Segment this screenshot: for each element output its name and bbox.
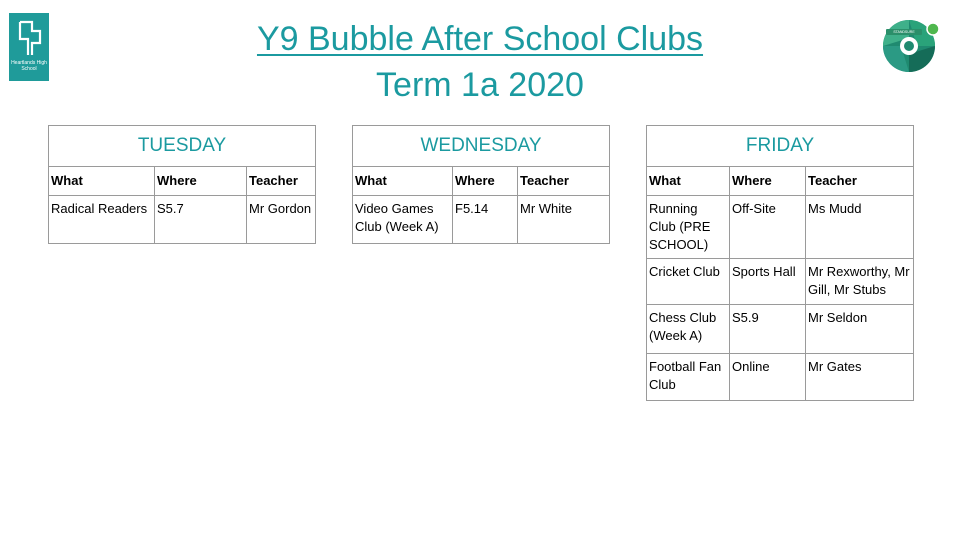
- column-header-where: Where: [453, 167, 518, 196]
- friday-table: [646, 125, 914, 401]
- cell-teacher: Mr White: [518, 196, 610, 244]
- cell-where: S5.9: [730, 305, 806, 354]
- table-row: [353, 196, 610, 244]
- table-header-row: [647, 167, 914, 196]
- table-header-row: [49, 167, 316, 196]
- day-heading: FRIDAY: [647, 126, 914, 167]
- table-row: [647, 354, 914, 401]
- table-header-row: [353, 167, 610, 196]
- cell-where: Off-Site: [730, 196, 806, 259]
- cell-what: Cricket Club: [647, 259, 730, 305]
- cell-where: Online: [730, 354, 806, 401]
- cell-what: Video Games Club (Week A): [353, 196, 453, 244]
- column-header-what: What: [647, 167, 730, 196]
- standsure-logo-text: STANDSURE: [886, 29, 922, 35]
- column-header-what: What: [353, 167, 453, 196]
- cell-teacher: Ms Mudd: [806, 196, 914, 259]
- cell-teacher: Mr Seldon: [806, 305, 914, 354]
- cell-where: F5.14: [453, 196, 518, 244]
- wednesday-table: [352, 125, 610, 244]
- table-row: [647, 259, 914, 305]
- cell-teacher: Mr Gordon: [247, 196, 316, 244]
- cell-what: Football Fan Club: [647, 354, 730, 401]
- cell-what: Running Club (PRE SCHOOL): [647, 196, 730, 259]
- column-header-teacher: Teacher: [518, 167, 610, 196]
- column-header-where: Where: [155, 167, 247, 196]
- tuesday-table: [48, 125, 316, 244]
- cell-where: Sports Hall: [730, 259, 806, 305]
- table-row: [49, 196, 316, 244]
- school-logo-text: Heartlands High School: [11, 60, 47, 72]
- cell-teacher: Mr Rexworthy, Mr Gill, Mr Stubs: [806, 259, 914, 305]
- cell-where: S5.7: [155, 196, 247, 244]
- table-row: [647, 196, 914, 259]
- page-subtitle: Term 1a 2020: [376, 66, 584, 104]
- column-header-where: Where: [730, 167, 806, 196]
- cell-what: Chess Club (Week A): [647, 305, 730, 354]
- column-header-what: What: [49, 167, 155, 196]
- column-header-teacher: Teacher: [247, 167, 316, 196]
- table-row: [647, 305, 914, 354]
- page-title-block: [0, 16, 960, 108]
- column-header-teacher: Teacher: [806, 167, 914, 196]
- day-heading: WEDNESDAY: [353, 126, 610, 167]
- cell-what: Radical Readers: [49, 196, 155, 244]
- cell-teacher: Mr Gates: [806, 354, 914, 401]
- page-title: Y9 Bubble After School Clubs: [256, 20, 704, 58]
- day-heading: TUESDAY: [49, 126, 316, 167]
